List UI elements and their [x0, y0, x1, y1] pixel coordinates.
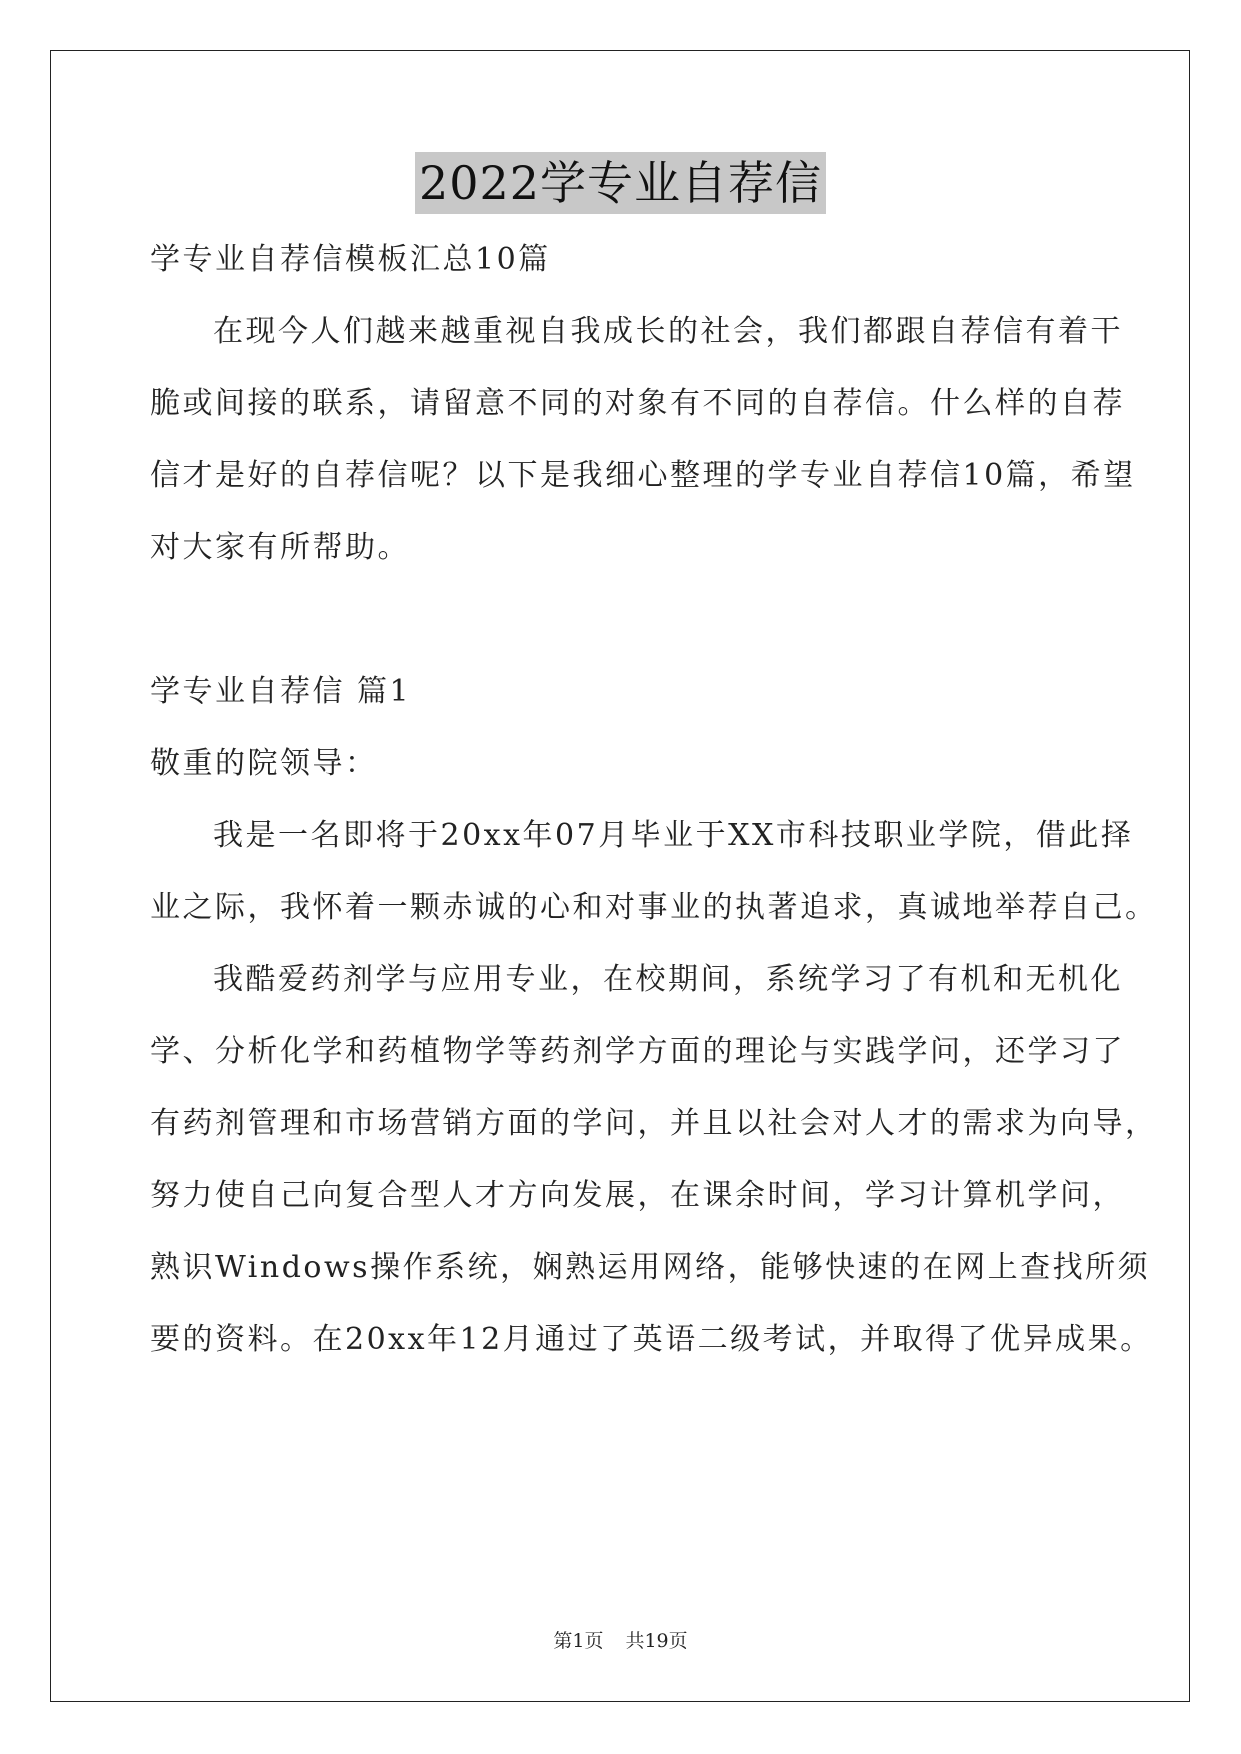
title-container — [0, 152, 1241, 214]
page-footer — [0, 1626, 1241, 1653]
intro-line-1: 在现今人们越来越重视自我成长的社会，我们都跟自荐信有着干 — [213, 314, 1123, 349]
section-heading: 学专业自荐信 篇1 — [150, 674, 412, 709]
intro-line-2: 脆或间接的联系，请留意不同的对象有不同的自荐信。什么样的自荐 — [150, 386, 1125, 421]
paragraph2-line-2: 学、分析化学和药植物学等药剂学方面的理论与实践学问，还学习了 — [150, 1034, 1125, 1069]
intro-line-3: 信才是好的自荐信呢？以下是我细心整理的学专业自荐信10篇，希望 — [150, 458, 1136, 493]
paragraph2-line-3: 有药剂管理和市场营销方面的学问，并且以社会对人才的需求为向导， — [150, 1106, 1158, 1141]
paragraph2-line-1: 我酷爱药剂学与应用专业，在校期间，系统学习了有机和无机化 — [213, 962, 1123, 997]
subtitle: 学专业自荐信模板汇总10篇 — [150, 242, 551, 277]
salutation: 敬重的院领导： — [150, 746, 378, 781]
page-number: 第1页 — [553, 1630, 604, 1652]
paragraph2-line-5: 熟识Windows操作系统，娴熟运用网络，能够快速的在网上查找所须 — [150, 1250, 1151, 1285]
page-border — [50, 50, 1190, 1702]
intro-line-4: 对大家有所帮助。 — [150, 530, 410, 565]
page-total: 共19页 — [625, 1630, 688, 1652]
paragraph2-line-4: 努力使自己向复合型人才方向发展，在课余时间，学习计算机学问， — [150, 1178, 1125, 1213]
document-title: 2022学专业自荐信 — [415, 152, 826, 214]
paragraph1-line-2: 业之际，我怀着一颗赤诚的心和对事业的执著追求，真诚地举荐自己。 — [150, 890, 1158, 925]
paragraph2-line-6: 要的资料。在20xx年12月通过了英语二级考试，并取得了优异成果。 — [150, 1322, 1153, 1357]
paragraph1-line-1: 我是一名即将于20xx年07月毕业于XX市科技职业学院，借此择 — [213, 818, 1134, 853]
